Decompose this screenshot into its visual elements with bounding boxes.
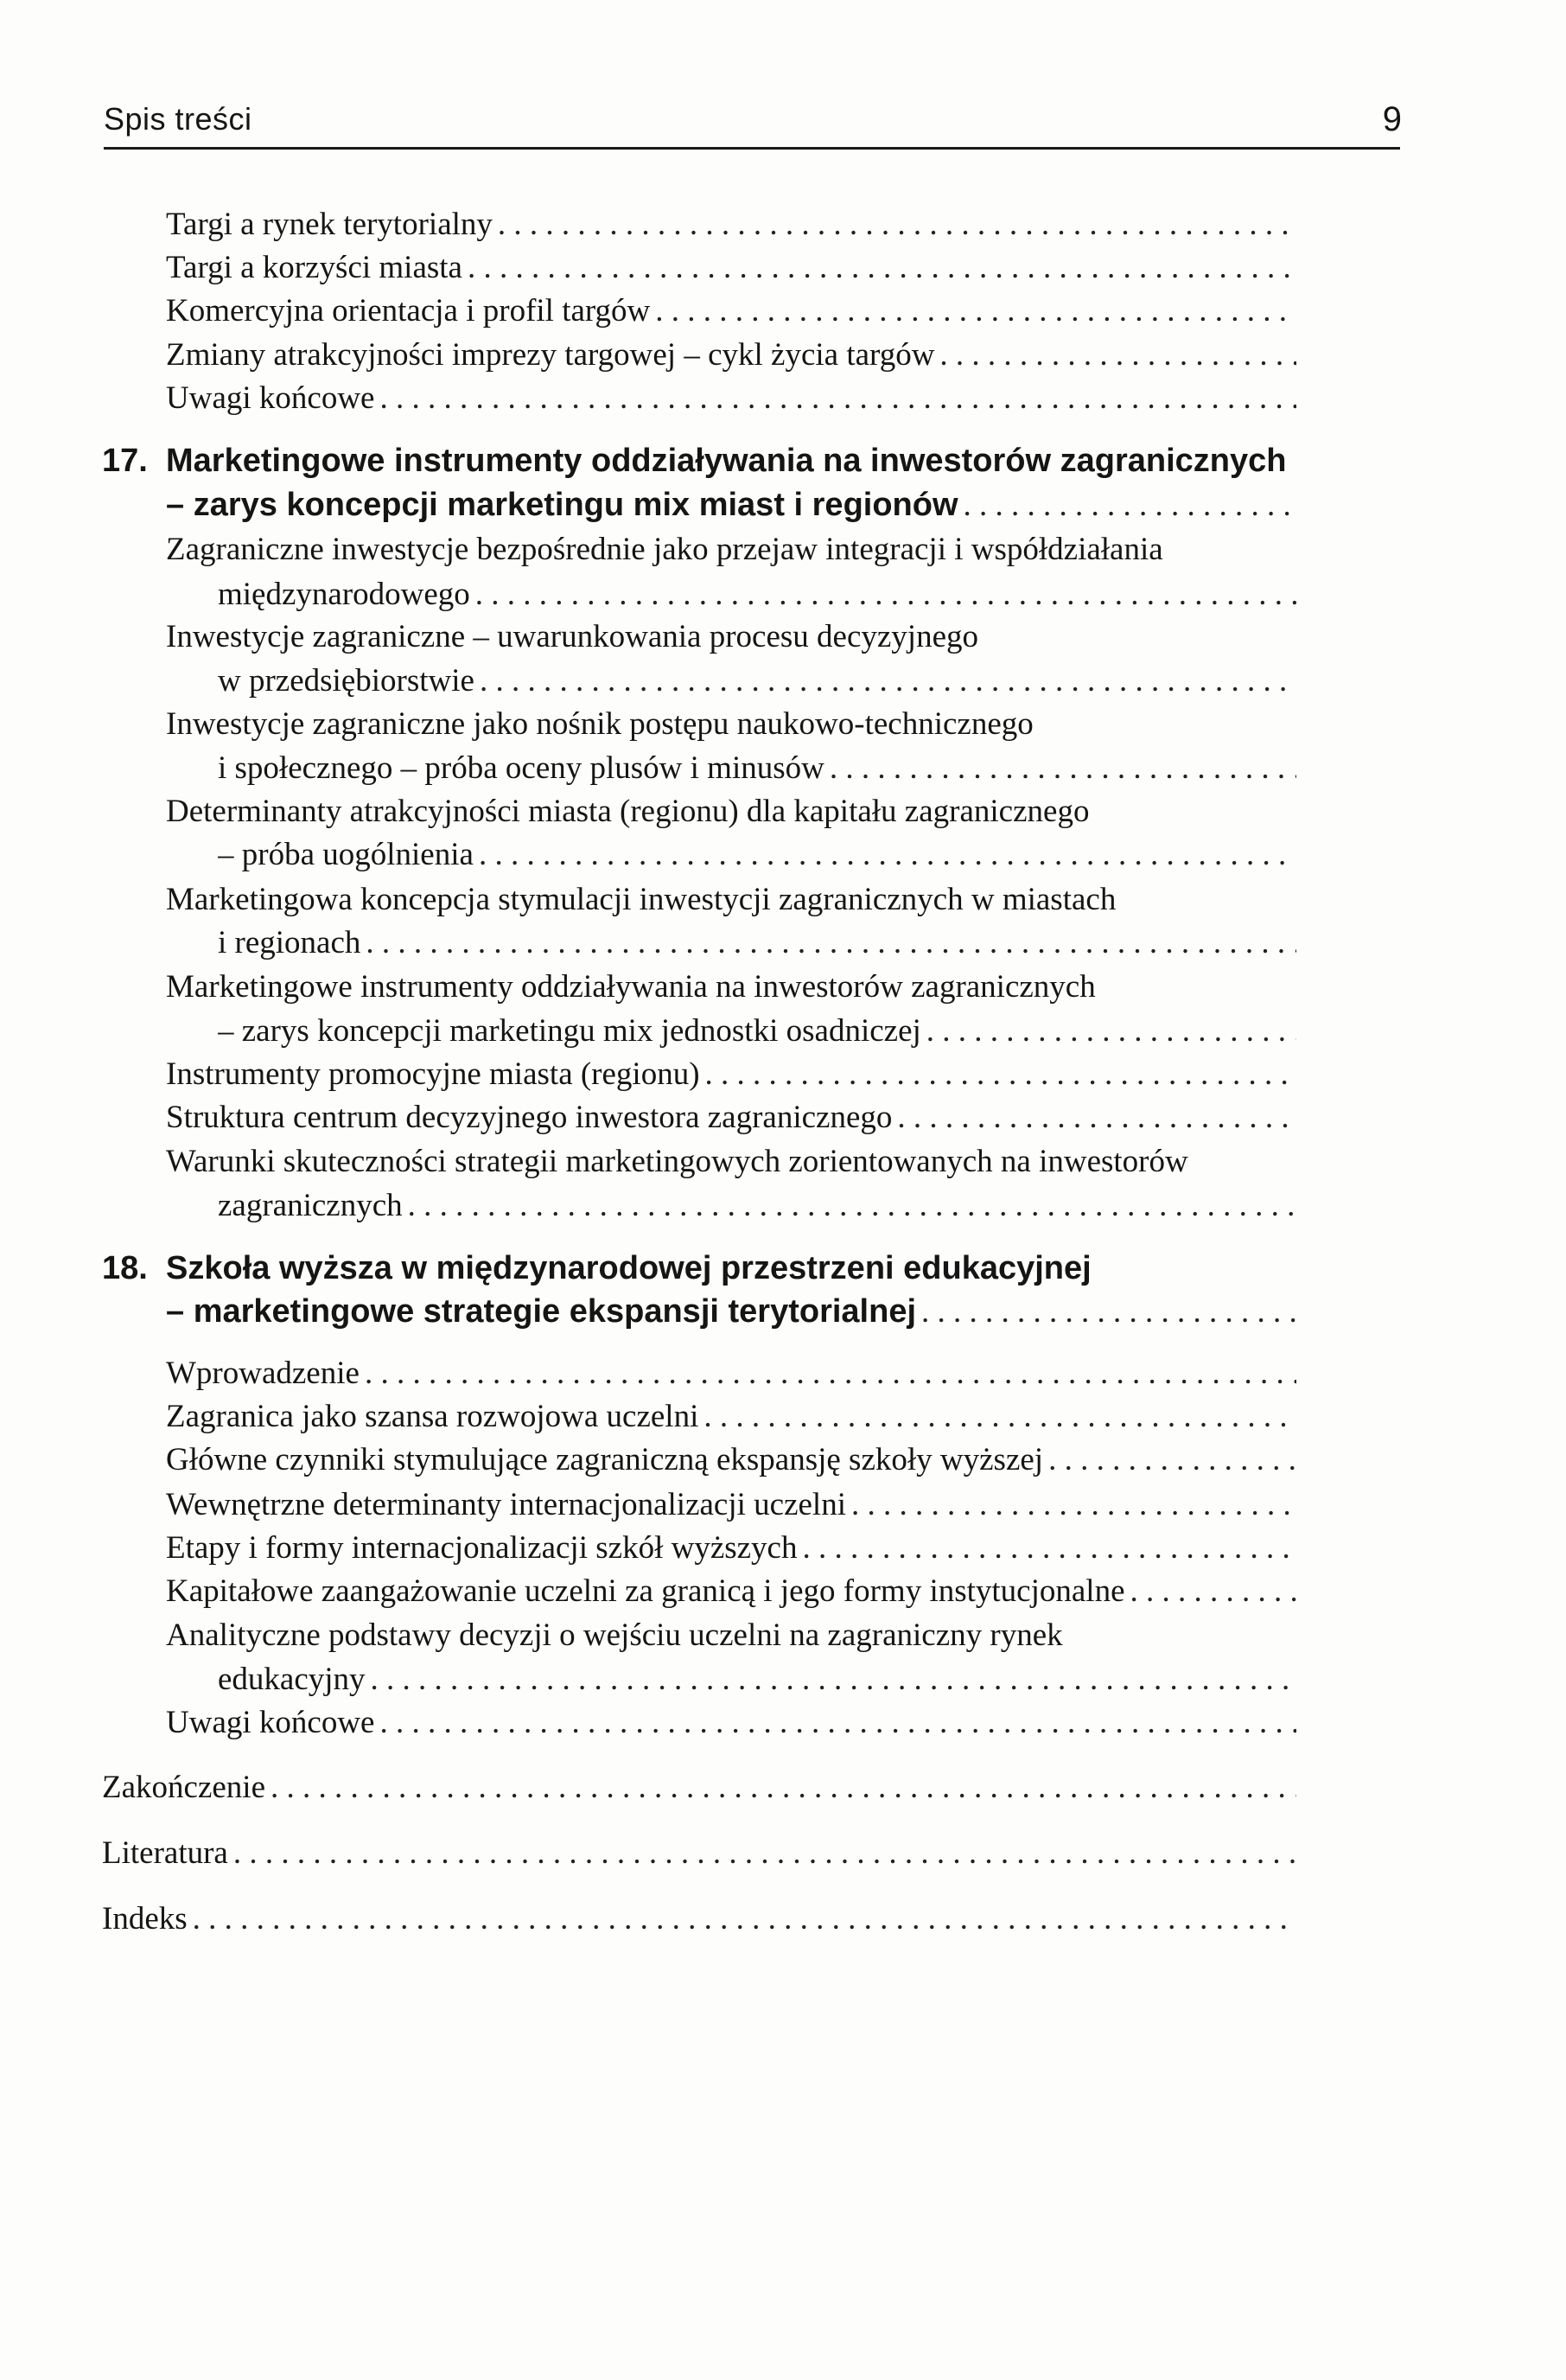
toc-entry-text: zagranicznych — [218, 1188, 403, 1223]
toc-entry-title-line — [218, 660, 1296, 703]
dot-leader — [846, 1484, 1296, 1527]
toc-chapter-number: 18. — [102, 1250, 148, 1286]
toc-entry-text: Inwestycje zagraniczne jako nośnik postępu naukowo-technicznego — [166, 706, 1034, 742]
dot-leader — [892, 1096, 1296, 1139]
dot-leader — [374, 1701, 1296, 1745]
toc-entry-text: Marketingowe instrumenty oddziaływania na inwestorów zagranicznych — [166, 969, 1096, 1005]
toc-entry-title-line — [166, 1701, 1296, 1745]
toc-entry-title-line — [166, 616, 978, 659]
dot-leader — [700, 1053, 1296, 1096]
toc-entry-text: Marketingowe instrumenty oddziaływania na inwestorów zagranicznych — [166, 443, 1287, 479]
dot-leader — [265, 1766, 1296, 1809]
dot-leader — [474, 833, 1296, 877]
toc-entry-text: Targi a rynek terytorialny — [166, 207, 493, 242]
toc-entry-text: Zmiany atrakcyjności imprezy targowej – cykl życia targów — [166, 337, 935, 373]
dot-leader — [1125, 1570, 1296, 1613]
toc-entry-title-line — [218, 1184, 1296, 1228]
toc-entry-text: Instrumenty promocyjne miasta (regionu) — [166, 1056, 700, 1092]
toc-entry-title-line — [166, 1290, 1296, 1333]
toc-entry-title-line — [166, 1484, 1296, 1527]
dot-leader — [228, 1832, 1296, 1875]
toc-entry-text: Wewnętrzne determinanty internacjonalizacji uczelni — [166, 1487, 846, 1522]
toc-entry-text: – marketingowe strategie ekspansji terytorialnej — [166, 1293, 917, 1330]
dot-leader — [188, 1898, 1296, 1941]
header-rule — [104, 147, 1400, 150]
dot-leader — [474, 660, 1296, 703]
toc-entry-title-line — [166, 1140, 1188, 1184]
dot-leader — [958, 484, 1296, 526]
toc-entry-title-line — [218, 922, 1296, 965]
toc-entry-text: Uwagi końcowe — [166, 380, 375, 416]
toc-entry-text: międzynarodowego — [218, 577, 470, 612]
toc-chapter-number: 17. — [102, 443, 148, 479]
toc-entry-title-line — [166, 790, 1089, 833]
dot-leader — [403, 1184, 1296, 1228]
toc-entry-text: Literatura — [102, 1835, 228, 1871]
dot-leader — [797, 1527, 1296, 1570]
toc-entry-text: Determinanty atrakcyjności miasta (regionu) dla kapitału zagranicznego — [166, 794, 1090, 829]
running-header-title: Spis treści — [104, 101, 252, 137]
toc-entry-title-line — [166, 966, 1096, 1009]
toc-entry-text: Uwagi końcowe — [166, 1705, 375, 1740]
toc-entry-title-line — [166, 246, 1296, 290]
toc-entry-title-line — [218, 833, 1296, 877]
toc-entry-title-line — [166, 203, 1296, 246]
toc-entry-title-line — [166, 528, 1163, 571]
toc-entry-title-line — [166, 290, 1296, 333]
toc-entry-text: – próba uogólnienia — [218, 837, 474, 872]
dot-leader — [360, 1352, 1296, 1395]
toc-entry-title-line — [218, 1010, 1296, 1053]
toc-entry-text: Indeks — [102, 1901, 188, 1937]
toc-entry-title-line — [166, 703, 1034, 746]
toc-entry-text: edukacyjny — [218, 1662, 366, 1697]
toc-entry-title-line — [166, 439, 1287, 482]
running-header — [104, 97, 1400, 142]
toc-entry-title-line — [166, 1352, 1296, 1395]
dot-leader — [366, 1658, 1296, 1701]
toc-entry-text: i społecznego – próba oceny plusów i minusów — [218, 750, 824, 786]
dot-leader — [824, 747, 1296, 790]
toc-entry-title-line — [166, 878, 1116, 922]
toc-entry-text: Analityczne podstawy decyzji o wejściu uczelni na zagraniczny rynek — [166, 1618, 1063, 1653]
toc-entry-text: Główne czynniki stymulujące zagraniczną ekspansję szkoły wyższej — [166, 1442, 1044, 1477]
page-number: 9 — [1382, 100, 1402, 138]
dot-leader — [916, 1291, 1296, 1333]
dot-leader — [921, 1010, 1296, 1053]
toc-entry-text: i regionach — [218, 925, 361, 960]
dot-leader — [374, 377, 1296, 420]
toc-entry-text: Marketingowa koncepcja stymulacji inwestycji zagranicznych w miastach — [166, 882, 1117, 917]
toc-entry-title-line — [166, 1247, 1092, 1290]
toc-entry-text: – zarys koncepcji marketingu mix jednostki osadniczej — [218, 1013, 921, 1049]
toc-entry-text: Zagranica jako szansa rozwojowa uczelni — [166, 1399, 699, 1434]
toc-entry-title-line — [166, 1395, 1296, 1439]
toc-entry-title-line — [102, 1898, 1296, 1941]
toc-entry-text: Wprowadzenie — [166, 1356, 360, 1391]
toc-entry-title-line — [166, 377, 1296, 420]
toc-entry-text: Inwestycje zagraniczne – uwarunkowania procesu decyzyjnego — [166, 619, 978, 654]
toc-entry-text: Kapitałowe zaangażowanie uczelni za granicą i jego formy instytucjonalne — [166, 1573, 1125, 1609]
toc-entry-text: Etapy i formy internacjonalizacji szkół wyższych — [166, 1530, 798, 1566]
toc-entry-text: Struktura centrum decyzyjnego inwestora zagranicznego — [166, 1100, 893, 1135]
dot-leader — [698, 1395, 1296, 1439]
toc-entry-title-line — [166, 334, 1296, 377]
dot-leader — [470, 573, 1296, 616]
toc-entry-title-line — [166, 1053, 1296, 1096]
toc-entry-text: Zagraniczne inwestycje bezpośrednie jako przejaw integracji i współdziałania — [166, 532, 1163, 567]
toc-entry-text: – zarys koncepcji marketingu mix miast i regionów — [166, 487, 958, 523]
toc-entry-text: w przedsiębiorstwie — [218, 663, 474, 699]
toc-entry-title-line — [102, 1766, 1296, 1809]
toc-entry-title-line — [166, 1527, 1296, 1570]
toc-entry-text: Warunki skuteczności strategii marketingowych zorientowanych na inwestorów — [166, 1144, 1188, 1179]
toc-entry-title-line — [218, 1658, 1296, 1701]
toc-entry-title-line — [218, 747, 1296, 790]
toc-entry-title-line — [166, 483, 1296, 526]
toc-entry-title-line — [218, 573, 1296, 616]
dot-leader — [493, 203, 1296, 246]
dot-leader — [462, 246, 1296, 290]
toc-entry-text: Komercyjna orientacja i profil targów — [166, 293, 651, 329]
toc-entry-title-line — [166, 1570, 1296, 1613]
dot-leader — [650, 290, 1296, 333]
toc-entry-title-line — [166, 1096, 1296, 1139]
dot-leader — [360, 922, 1296, 965]
toc-entry-text: Zakończenie — [102, 1770, 265, 1805]
toc-entry-title-line — [166, 1614, 1063, 1657]
toc-entry-text: Targi a korzyści miasta — [166, 250, 462, 285]
toc-entry-title-line — [102, 1832, 1296, 1875]
toc-entry-title-line — [166, 1439, 1296, 1482]
dot-leader — [934, 334, 1296, 377]
toc-entry-text: Szkoła wyższa w międzynarodowej przestrzeni edukacyjnej — [166, 1250, 1092, 1286]
dot-leader — [1043, 1439, 1296, 1482]
